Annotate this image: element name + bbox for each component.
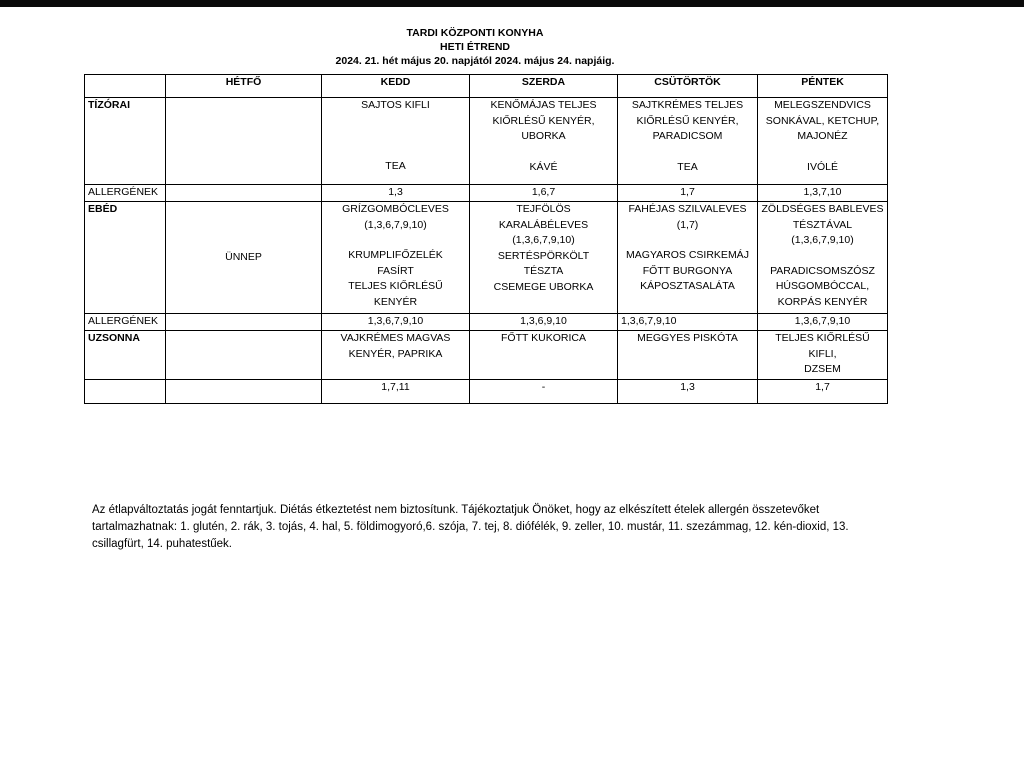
menu-line: SONKÁVAL, KETCHUP, — [765, 114, 880, 127]
tuesday-lunch-cell — [322, 202, 470, 314]
menu-line: DZSEM — [804, 363, 841, 375]
menu-line: KÁPOSZTASALÁTA — [640, 280, 735, 292]
menu-line: (1,3,6,7,9,10) — [791, 234, 854, 246]
menu-line: UBORKA — [521, 130, 566, 142]
allergens-morning-row — [85, 185, 888, 202]
org-name: TARDI KÖZPONTI KONYHA — [406, 27, 544, 39]
monday-allergens-cell — [166, 380, 322, 404]
allergens-lunch-row — [85, 314, 888, 331]
tuesday-allergens-cell: 1,3,6,7,9,10 — [322, 314, 470, 331]
friday-allergens-cell: 1,7 — [758, 380, 888, 404]
menu-line: KIŐRLÉSŰ KENYÉR, — [492, 114, 595, 127]
day-header-monday: HÉTFŐ — [166, 75, 322, 98]
thursday-lunch-cell — [618, 202, 758, 314]
menu-line: MAJONÉZ — [797, 130, 848, 142]
drink-line: IVÓLÉ — [807, 160, 838, 173]
weekly-menu-table — [84, 74, 888, 404]
menu-period: 2024. 21. hét május 20. napjától 2024. május 24. napjáig. — [335, 55, 615, 67]
menu-line: (1,7) — [676, 218, 699, 231]
day-header-wednesday: SZERDA — [470, 75, 618, 98]
snack-afternoon-row — [85, 331, 888, 380]
menu-line: SAJTKRÉMES TELJES — [631, 99, 744, 111]
drink-line: TEA — [385, 159, 406, 172]
day-header-thursday: CSÜTÖRTÖK — [618, 75, 758, 98]
menu-line: (1,3,6,7,9,10) — [364, 218, 427, 231]
drink-line: KÁVÉ — [529, 160, 558, 173]
menu-line: TELJES KIŐRLÉSŰ — [348, 280, 443, 292]
menu-line: ZÖLDSÉGES BABLEVES — [761, 203, 884, 215]
menu-line: FASÍRT — [377, 264, 414, 277]
menu-line: HÚSGOMBÓCCAL, — [775, 280, 870, 292]
row-label-tizorai: TÍZÓRAI — [85, 98, 166, 185]
menu-line: MELEGSZENDVICS — [774, 99, 871, 111]
wednesday-allergens-cell: 1,3,6,9,10 — [470, 314, 618, 331]
wednesday-allergens-cell: 1,6,7 — [470, 185, 618, 202]
menu-line: KARALÁBÉLEVES — [498, 218, 589, 231]
monday-morning-cell — [166, 98, 322, 185]
menu-line: PARADICSOMSZÓSZ — [770, 264, 875, 277]
menu-line: KENŐMÁJAS TELJES — [490, 99, 597, 111]
tuesday-afternoon-cell — [322, 331, 470, 380]
menu-line: SAJTOS KIFLI — [361, 99, 430, 111]
menu-title: HETI ÉTREND — [439, 41, 510, 53]
menu-line: SERTÉSPÖRKÖLT — [497, 249, 590, 262]
wednesday-morning-cell — [470, 98, 618, 185]
thursday-allergens-cell: 1,3 — [618, 380, 758, 404]
menu-line: MAGYAROS CSIRKEMÁJ — [626, 249, 749, 261]
menu-line: FAHÉJAS SZILVALEVES — [628, 203, 747, 215]
menu-line: KENYÉR — [373, 295, 418, 308]
menu-line: KIŐRLÉSŰ KENYÉR, — [636, 114, 739, 127]
wednesday-lunch-cell — [470, 202, 618, 314]
menu-line: KORPÁS KENYÉR — [777, 295, 868, 308]
row-label-uzsonna: UZSONNA — [85, 331, 166, 380]
wednesday-afternoon-cell — [470, 331, 618, 380]
thursday-allergens-cell: 1,7 — [618, 185, 758, 202]
tuesday-morning-cell — [322, 98, 470, 185]
menu-line: FŐTT BURGONYA — [642, 264, 733, 277]
row-label-ebed: EBÉD — [85, 202, 166, 314]
snack-morning-row — [85, 98, 888, 185]
day-header-row — [85, 75, 888, 98]
wednesday-allergens-cell: - — [470, 380, 618, 404]
monday-allergens-cell — [166, 314, 322, 331]
allergen-disclaimer: Az étlapváltoztatás jogát fenntartjuk. Diétás étkeztetést nem biztosítunk. Tájékoztatjuk Önöket, hogy az elkészített ételek allergén összetevőket tartalmazhatnak: 1. glutén, 2. rák, 3. tojás, 4. hal, 5. földimogyoró,6. szója, 7. tej, 8. diófélék, 9. zeller, 10. mustár, 11. szezámmag, 12. kén-dioxid, 13. csillagfürt, 14. puhatestűek. — [92, 504, 849, 550]
menu-line: PARADICSOM — [652, 130, 723, 142]
thursday-afternoon-cell — [618, 331, 758, 380]
document-header — [250, 26, 700, 68]
friday-afternoon-cell — [758, 331, 888, 380]
menu-line: MEGGYES PISKÓTA — [637, 332, 738, 344]
corner-cell — [85, 75, 166, 98]
thursday-allergens-cell: 1,3,6,7,9,10 — [618, 314, 758, 331]
friday-lunch-cell — [758, 202, 888, 314]
friday-allergens-cell: 1,3,6,7,9,10 — [758, 314, 888, 331]
tuesday-allergens-cell: 1,3 — [322, 185, 470, 202]
menu-line: VAJKRÉMES MAGVAS — [340, 332, 451, 344]
monday-afternoon-cell — [166, 331, 322, 380]
monday-holiday-cell: ÜNNEP — [166, 202, 322, 314]
scan-top-edge — [0, 0, 1024, 7]
menu-line: TÉSZTA — [523, 265, 564, 277]
menu-line: CSEMEGE UBORKA — [493, 280, 594, 293]
row-label-allergens: ALLERGÉNEK — [85, 185, 166, 202]
menu-line: GRÍZGOMBÓCLEVES — [342, 203, 449, 215]
lunch-row — [85, 202, 888, 314]
menu-line: TELJES KIŐRLÉSŰ KIFLI, — [775, 332, 870, 360]
thursday-morning-cell — [618, 98, 758, 185]
monday-allergens-cell — [166, 185, 322, 202]
menu-line: (1,3,6,7,9,10) — [512, 234, 575, 246]
friday-morning-cell — [758, 98, 888, 185]
day-header-tuesday: KEDD — [322, 75, 470, 98]
tuesday-allergens-cell: 1,7,11 — [322, 380, 470, 404]
drink-line: TEA — [677, 160, 698, 173]
day-header-friday: PÉNTEK — [758, 75, 888, 98]
friday-allergens-cell: 1,3,7,10 — [758, 185, 888, 202]
row-label-allergens: ALLERGÉNEK — [85, 314, 166, 331]
row-label-empty — [85, 380, 166, 404]
allergens-afternoon-row — [85, 380, 888, 404]
menu-line: TÉSZTÁVAL — [792, 218, 853, 231]
menu-line: TEJFÖLÖS — [516, 203, 571, 215]
menu-line: KENYÉR, PAPRIKA — [348, 347, 443, 360]
menu-line: FŐTT KUKORICA — [501, 332, 586, 344]
menu-line: KRUMPLIFŐZELÉK — [348, 249, 443, 261]
